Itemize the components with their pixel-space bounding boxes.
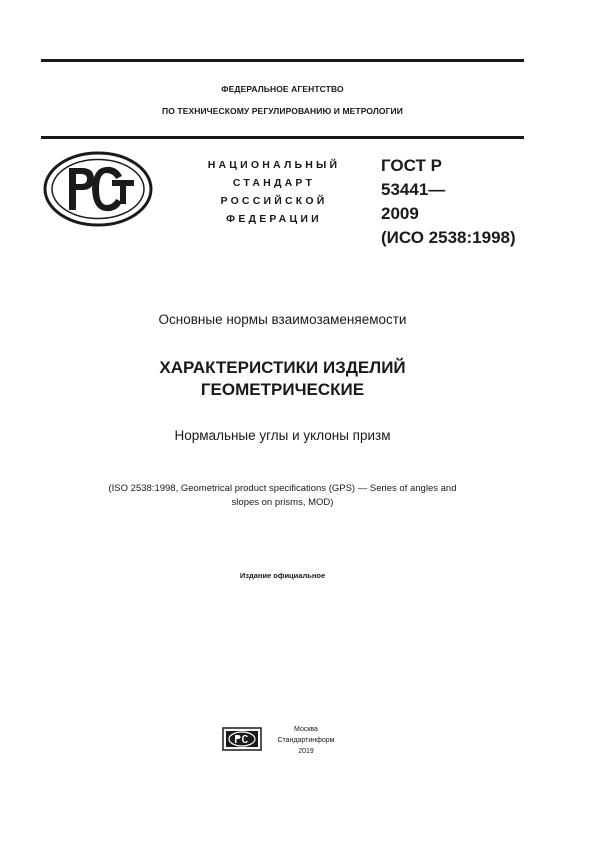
top-rule xyxy=(41,59,524,62)
edition-label: Издание официальное xyxy=(239,571,326,580)
iso-reference-line-2: slopes on prisms, MOD) xyxy=(231,497,334,508)
designation-line-3: 2009 xyxy=(381,204,419,223)
national-line-4: ФЕДЕРАЦИИ xyxy=(226,213,322,225)
agency-name-line-1: ФЕДЕРАЛЬНОЕ АГЕНТСТВО xyxy=(221,84,344,94)
national-line-3: РОССИЙСКОЙ xyxy=(220,195,328,207)
imprint-publisher: Стандартинформ xyxy=(277,737,335,744)
iso-reference xyxy=(41,482,524,510)
standartinform-logo-icon xyxy=(222,727,262,751)
main-title-line-1: ХАРАКТЕРИСТИКИ ИЗДЕЛИЙ xyxy=(159,358,406,377)
national-line-2: СТАНДАРТ xyxy=(232,177,316,189)
imprint xyxy=(266,724,346,757)
imprint-year: 2019 xyxy=(298,748,314,755)
standard-designation xyxy=(381,154,516,250)
main-title xyxy=(41,357,524,401)
subtitle: Нормальные углы и уклоны призм xyxy=(174,428,391,443)
imprint-city: Москва xyxy=(294,726,318,733)
main-title-line-2: ГЕОМЕТРИЧЕСКИЕ xyxy=(200,380,365,399)
agency-name-line-2: ПО ТЕХНИЧЕСКОМУ РЕГУЛИРОВАНИЮ И МЕТРОЛОГИИ xyxy=(162,106,403,116)
designation-line-1: ГОСТ Р xyxy=(381,156,442,175)
national-line-1: НАЦИОНАЛЬНЫЙ xyxy=(207,159,341,171)
designation-line-4: (ИСО 2538:1998) xyxy=(381,228,516,247)
national-standard-label xyxy=(188,156,360,228)
header-rule xyxy=(41,136,524,139)
iso-reference-line-1: (ISO 2538:1998, Geometrical product specifications (GPS) — Series of angles and xyxy=(108,483,457,494)
series-title: Основные нормы взаимозаменяемости xyxy=(158,312,407,327)
designation-line-2: 53441— xyxy=(381,180,446,199)
rst-standard-mark-icon xyxy=(42,150,154,228)
